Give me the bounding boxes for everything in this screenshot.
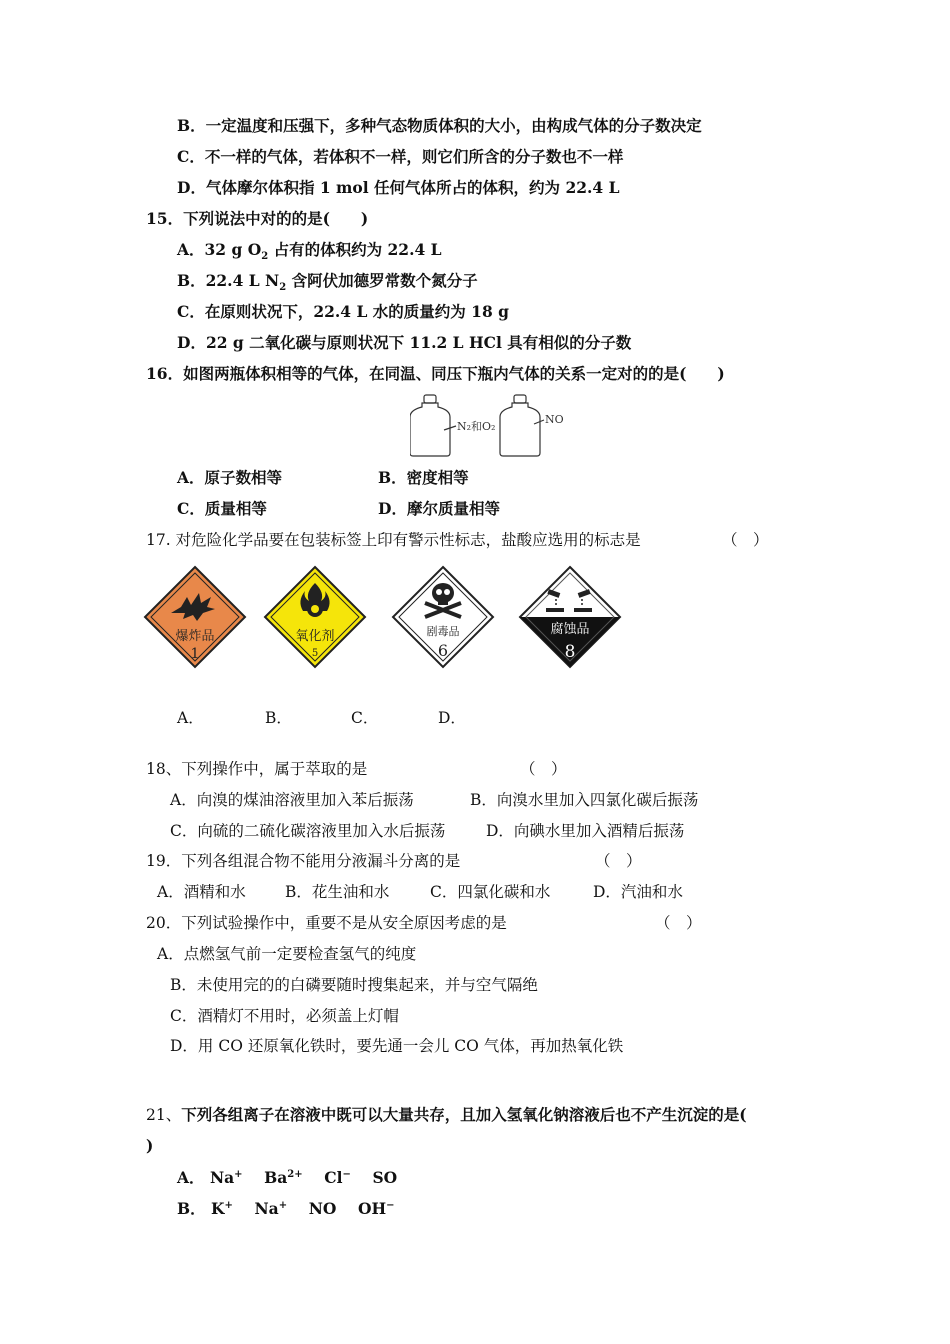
q18-stem: 18、下列操作中，属于萃取的是 xyxy=(146,760,368,778)
q14-option-c: C．不一样的气体，若体积不一样，则它们所含的分子数也不一样 xyxy=(177,147,624,166)
sign2-number: 5 xyxy=(311,648,319,659)
oxidizer-sign xyxy=(263,565,367,669)
q20-paren: （ ） xyxy=(655,914,702,932)
q14-option-b: B．一定温度和压强下，多种气态物质体积的大小，由构成气体的分子数决定 xyxy=(177,116,702,135)
toxic-sign xyxy=(391,565,495,669)
q19-option-a: A．酒精和水 xyxy=(157,883,246,901)
q20-option-c: C．酒精灯不用时，必须盖上灯帽 xyxy=(170,1007,399,1025)
sign3-label: 剧毒品 xyxy=(426,625,460,638)
q18-option-b: B．向溴水里加入四氯化碳后振荡 xyxy=(470,791,699,809)
q16-option-b: B．密度相等 xyxy=(378,468,469,487)
q21-stem: 21、下列各组离子在溶液中既可以大量共存，且加入氢氧化钠溶液后也不产生沉淀的是( xyxy=(146,1105,747,1124)
gas-bottles-figure xyxy=(410,392,580,458)
q17-paren: （ ） xyxy=(722,531,769,549)
sign4-label: 腐蚀品 xyxy=(550,622,590,637)
q18-option-c: C．向硫的二硫化碳溶液里加入水后振荡 xyxy=(170,822,446,840)
q19-paren: （ ） xyxy=(595,852,642,870)
q19-option-c: C．四氯化碳和水 xyxy=(430,883,551,901)
q15-option-b: B．22.4 L $N_2$ 含阿伏加德罗常数个氮分子 xyxy=(177,271,478,294)
q17-choice-c: C． xyxy=(351,709,379,727)
q15-option-c: C．在原则状况下，22.4 L 水的质量约为 18 g xyxy=(177,302,509,321)
bottle2-label: NO xyxy=(545,413,564,426)
q15-stem: 15．下列说法中对的的是( ) xyxy=(146,209,369,228)
q14-option-d: D．气体摩尔体积指 1 mol 任何气体所占的体积，约为 22.4 L xyxy=(177,178,620,197)
explosive-sign xyxy=(143,565,247,669)
q16-option-d: D．摩尔质量相等 xyxy=(378,499,500,518)
q17-choice-d: D． xyxy=(438,709,466,727)
q21-option-b: B． K+ Na+ NO OH− xyxy=(177,1199,395,1219)
q16-stem: 16．如图两瓶体积相等的气体，在同温、同压下瓶内气体的关系一定对的的是( ) xyxy=(146,364,725,383)
q20-option-d: D．用 CO 还原氧化铁时，要先通一会儿 CO 气体，再加热氧化铁 xyxy=(170,1037,624,1055)
q18-paren: （ ） xyxy=(520,760,567,778)
q16-option-c: C．质量相等 xyxy=(177,499,267,518)
q19-option-d: D．汽油和水 xyxy=(593,883,683,901)
q20-stem: 20．下列试验操作中，重要不是从安全原因考虑的是 xyxy=(146,914,507,932)
q17-choice-b: B． xyxy=(265,709,292,727)
q17-stem: 17. 对危险化学品要在包装标签上印有警示性标志，盐酸应选用的标志是 xyxy=(146,531,641,549)
q19-stem: 19．下列各组混合物不能用分液漏斗分离的是 xyxy=(146,852,461,870)
q21-stem-cont: ) xyxy=(146,1136,154,1155)
sign1-label: 爆炸品 xyxy=(175,629,215,644)
q18-option-d: D．向碘水里加入酒精后振荡 xyxy=(486,822,685,840)
q16-option-a: A．原子数相等 xyxy=(177,468,283,487)
sign3-number: 6 xyxy=(437,641,449,660)
q17-choice-a: A． xyxy=(177,709,204,727)
corrosive-sign xyxy=(518,565,622,669)
q20-option-a: A．点燃氢气前一定要检查氢气的纯度 xyxy=(157,945,417,963)
sign1-number: 1 xyxy=(190,646,200,662)
q20-option-b: B．未使用完的的白磷要随时搜集起来，并与空气隔绝 xyxy=(170,976,538,994)
q18-option-a: A．向溴的煤油溶液里加入苯后振荡 xyxy=(170,791,414,809)
sign4-number: 8 xyxy=(564,642,576,662)
bottle1-label: N₂和O₂ xyxy=(457,420,496,433)
q15-option-d: D．22 g 二氧化碳与原则状况下 11.2 L HCl 具有相似的分子数 xyxy=(177,333,632,352)
q15-option-a: A．32 g $O_2$ 占有的体积约为 22.4 L xyxy=(177,240,442,263)
q19-option-b: B．花生油和水 xyxy=(285,883,390,901)
q21-option-a: A． Na+ $Ba^{2+}$ Cl− SO xyxy=(177,1168,398,1188)
sign2-label: 氧化剂 xyxy=(295,629,335,644)
